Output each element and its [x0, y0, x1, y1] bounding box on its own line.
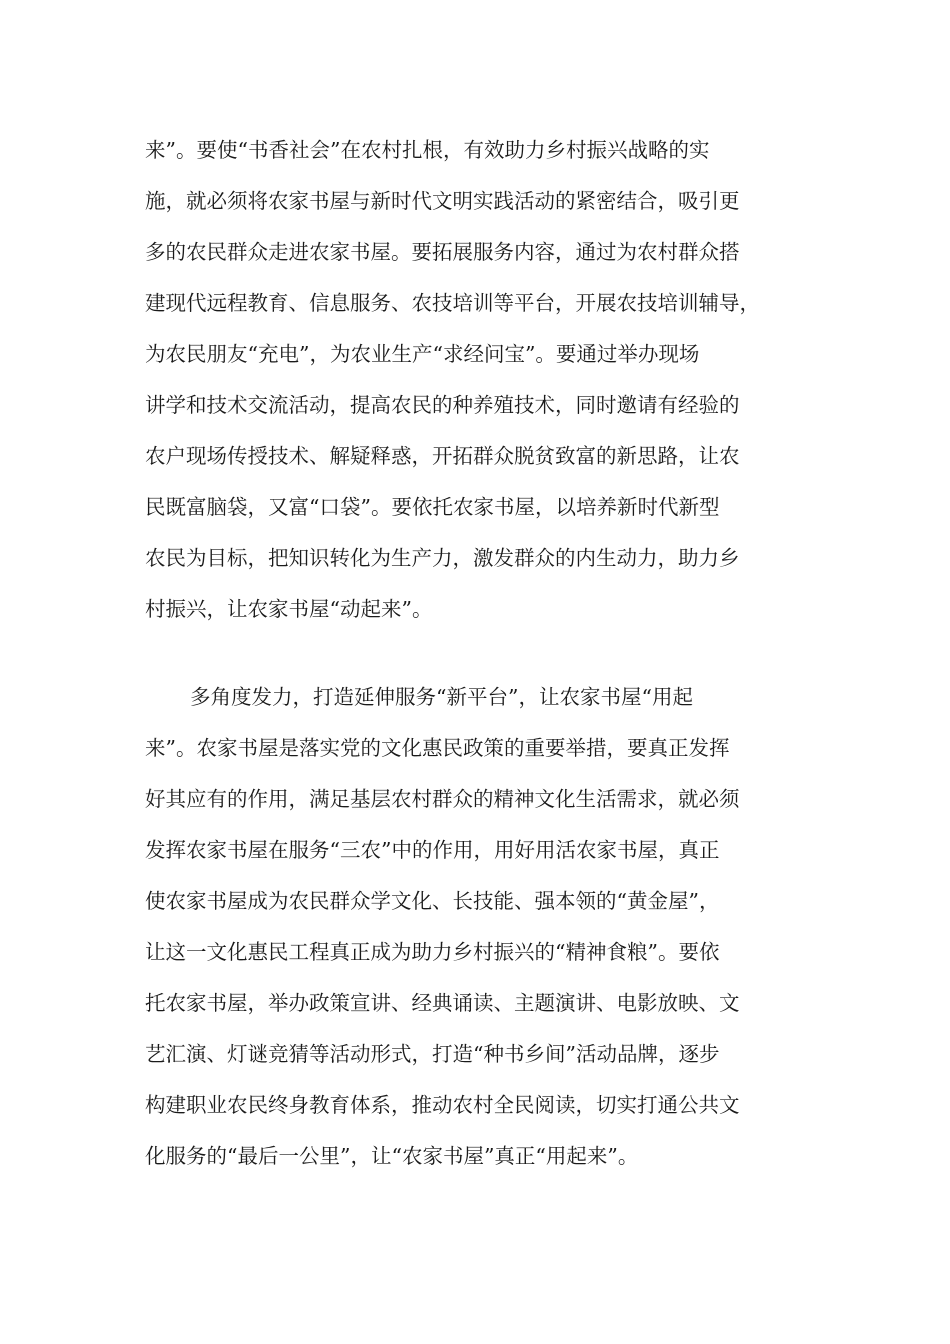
text-line: 艺汇演、灯谜竞猜等活动形式，打造“种书乡间”活动品牌，逐步 [145, 1042, 720, 1066]
text-line: 为农民朋友“充电”，为农业生产“求经问宝”。要通过举办现场 [145, 342, 700, 366]
text-line: 好其应有的作用，满足基层农村群众的精神文化生活需求，就必须 [145, 787, 740, 811]
text-line: 农民为目标，把知识转化为生产力，激发群众的内生动力，助力乡 [145, 546, 740, 570]
text-line: 发挥农家书屋在服务“三农”中的作用，用好用活农家书屋，真正 [145, 838, 720, 862]
text-line: 来”。要使“书香社会”在农村扎根，有效助力乡村振兴战略的实 [145, 138, 710, 162]
text-line: 构建职业农民终身教育体系，推动农村全民阅读，切实打通公共文 [145, 1093, 740, 1117]
text-line: 来”。农家书屋是落实党的文化惠民政策的重要举措，要真正发挥 [145, 736, 730, 760]
paragraph-rural-library-activate [145, 133, 805, 621]
text-line: 民既富脑袋，又富“口袋”。要依托农家书屋，以培养新时代新型 [145, 495, 720, 519]
text-line: 施，就必须将农家书屋与新时代文明实践活动的紧密结合，吸引更 [145, 189, 740, 213]
text-line: 托农家书屋，举办政策宣讲、经典诵读、主题演讲、电影放映、文 [145, 991, 740, 1015]
text-line: 化服务的“最后一公里”，让“农家书屋”真正“用起来”。 [145, 1144, 639, 1168]
text-line: 多的农民群众走进农家书屋。要拓展服务内容，通过为农村群众搭 [145, 240, 740, 264]
paragraph-rural-library-use [145, 680, 805, 1168]
text-line: 多角度发力，打造延伸服务“新平台”，让农家书屋“用起 [190, 685, 693, 709]
text-line: 让这一文化惠民工程真正成为助力乡村振兴的“精神食粮”。要依 [145, 940, 720, 964]
text-line: 村振兴，让农家书屋“动起来”。 [145, 597, 433, 621]
text-line: 使农家书屋成为农民群众学文化、长技能、强本领的“黄金屋”， [145, 889, 720, 913]
text-line: 建现代远程教育、信息服务、农技培训等平台，开展农技培训辅导， [145, 291, 760, 315]
text-line: 农户现场传授技术、解疑释惑，开拓群众脱贫致富的新思路，让农 [145, 444, 740, 468]
text-line: 讲学和技术交流活动，提高农民的种养殖技术，同时邀请有经验的 [145, 393, 740, 417]
